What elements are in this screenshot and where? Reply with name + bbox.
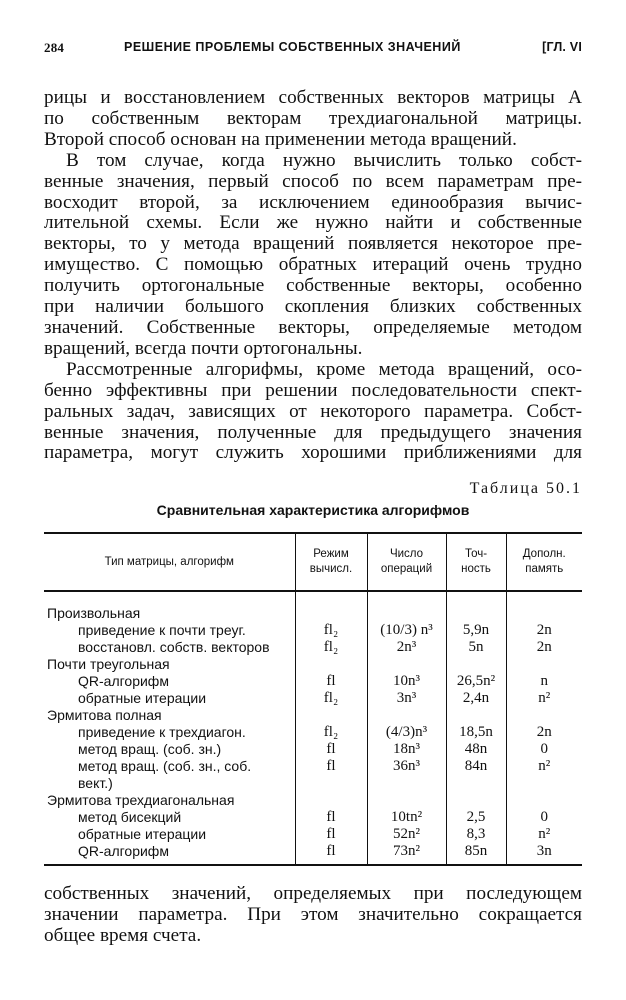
- chapter-label: [ГЛ. VI: [542, 40, 582, 54]
- table-row: приведение к трехдиагон. fl₂ (4/3)n³ 18,5n 2n: [44, 724, 582, 741]
- header-accuracy: Точ- ность: [446, 533, 506, 591]
- table-group-row: Почти треугольная: [44, 656, 582, 673]
- running-head: [44, 40, 582, 60]
- para3-line1: Рассмотренные алгорифмы, кроме метода вращений, осо-: [66, 358, 582, 380]
- closing-paragraph: [44, 884, 582, 947]
- table-row: метод вращ. (соб. зн., соб. вект.) fl 36n³ 84n n²: [44, 758, 582, 792]
- para3-line3: ральных задач, зависящих от некоторого параметра. Собст-: [44, 400, 582, 422]
- table-row: обратные итерации fl₂ 3n³ 2,4n n²: [44, 690, 582, 707]
- para2-line6: имущество. С помощью обратных итераций очень трудно: [44, 254, 582, 276]
- running-title: РЕШЕНИЕ ПРОБЛЕМЫ СОБСТВЕННЫХ ЗНАЧЕНИЙ: [124, 40, 461, 54]
- para2-line4: лительной схемы. Если же нужно найти и собственные: [44, 212, 582, 234]
- table-row: метод бисекций fl 10tn² 2,5 0: [44, 809, 582, 826]
- table-group-row: Произвольная: [44, 605, 582, 622]
- para2-line10: вращений, всегда почти ортогональны.: [44, 337, 363, 359]
- table-row: QR-алгорифм fl 10n³ 26,5n² n: [44, 673, 582, 690]
- para2-line7: получить ортогональные собственные векторы, особенно: [44, 275, 582, 297]
- table-caption: Таблица 50.1: [469, 480, 582, 497]
- table-title: Сравнительная характеристика алгорифмов: [156, 502, 470, 518]
- table-group-row: Эрмитова трехдиагональная: [44, 792, 582, 809]
- para3-line2: бенно эффективны при решении последовательности спект-: [44, 379, 582, 401]
- closing-line2: значении параметра. При этом значительно сокращается: [44, 903, 582, 925]
- table-row: обратные итерации fl 52n² 8,3 n²: [44, 826, 582, 843]
- closing-line3: общее время счета.: [44, 924, 202, 946]
- para2-line3: восходит второй, за исключением единообразия вычис-: [44, 191, 582, 213]
- header-operations: Число операций: [367, 533, 446, 591]
- header-matrix-type: Тип матрицы, алгорифм: [44, 533, 295, 591]
- table-row: метод вращ. (соб. зн.) fl 18n³ 48n 0: [44, 741, 582, 758]
- para2-line1: В том случае, когда нужно вычислить только собст-: [66, 149, 582, 171]
- header-mode: Режим вычисл.: [295, 533, 367, 591]
- para2-line5: векторы, то у метода вращений появляется некоторое пре-: [44, 233, 582, 255]
- body-paragraphs: [44, 88, 582, 464]
- table-group-row: Эрмитова полная: [44, 707, 582, 724]
- table-row: QR-алгорифм fl 73n² 85n 3n: [44, 843, 582, 865]
- header-memory: Дополн. память: [506, 533, 582, 591]
- para1-line2: по собственным векторам трехдиагональной матрицы.: [44, 107, 582, 129]
- para3-line4: венные значения, полученные для предыдущего значения: [44, 421, 582, 443]
- table-row: восстановл. собств. векторов fl₂ 2n³ 5n 2n: [44, 639, 582, 656]
- table-row: приведение к почти треуг. fl₂ (10/3) n³ 5,9n 2n: [44, 622, 582, 639]
- para3-line5: параметра, могут служить хорошими приближениями для: [44, 442, 582, 464]
- para1-line1: рицы и восстановлением собственных векторов матрицы A: [44, 87, 582, 108]
- page-number: 284: [44, 40, 65, 55]
- comparison-table: [44, 532, 582, 866]
- para2-line2: венные значения, первый способ по всем параметрам пре-: [44, 170, 582, 192]
- para2-line9: значений. Собственные векторы, определяемые методом: [44, 316, 582, 338]
- closing-line1: собственных значений, определяемых при последующем: [44, 883, 582, 904]
- para2-line8: при наличии большого скопления близких собственных: [44, 296, 582, 318]
- para1-line3: Второй способ основан на применении метода вращений.: [44, 128, 517, 150]
- table-header-row: [44, 533, 582, 591]
